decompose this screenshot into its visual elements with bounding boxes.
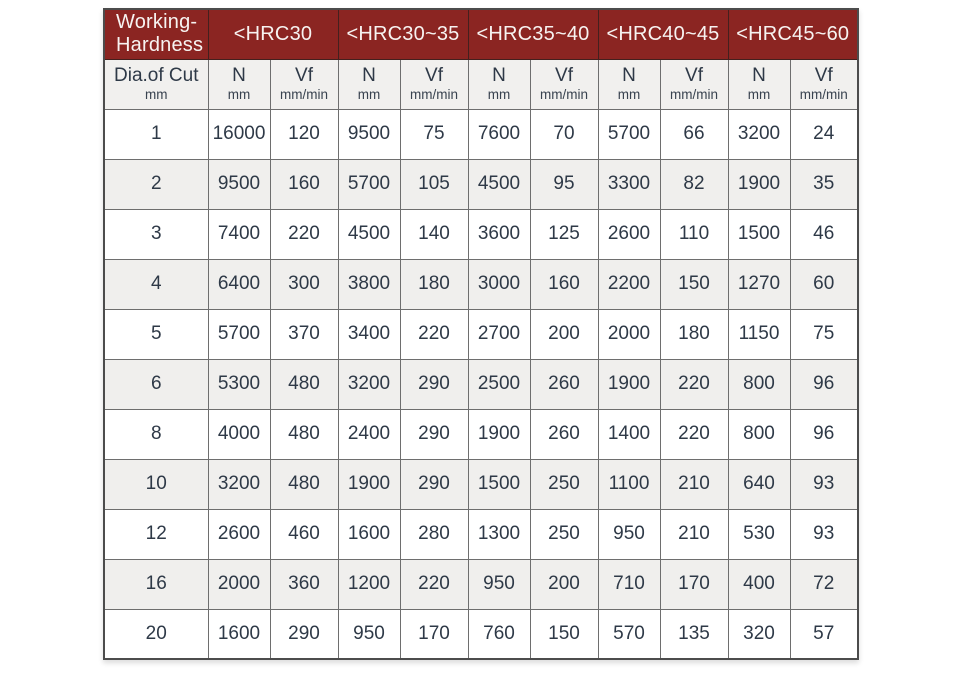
vf-value-cell: 220 (270, 209, 338, 259)
vf-value-cell: 290 (400, 459, 468, 509)
n-value-cell: 3600 (468, 209, 530, 259)
vf-value-cell: 210 (660, 459, 728, 509)
vf-value-cell: 70 (530, 109, 598, 159)
n-value-cell: 2500 (468, 359, 530, 409)
vf-value-cell: 300 (270, 259, 338, 309)
n-value-cell: 1900 (338, 459, 400, 509)
vf-value-cell: 290 (400, 409, 468, 459)
n-value-cell: 710 (598, 559, 660, 609)
dia-cell: 3 (104, 209, 208, 259)
n-value-cell: 1270 (728, 259, 790, 309)
working-hardness-line1: Working- (116, 10, 198, 33)
vf-value-cell: 180 (400, 259, 468, 309)
vf-value-cell: 93 (790, 459, 858, 509)
n-value-cell: 6400 (208, 259, 270, 309)
vf-value-cell: 120 (270, 109, 338, 159)
n-value-cell: 1900 (598, 359, 660, 409)
vf-value-cell: 96 (790, 359, 858, 409)
vf-value-cell: 60 (790, 259, 858, 309)
n-value-cell: 4000 (208, 409, 270, 459)
spindle-speed-header (338, 59, 400, 109)
table-row (104, 259, 858, 309)
working-hardness-line2: Hardness (116, 34, 204, 57)
spindle-speed-header-unit: mm (227, 86, 251, 102)
vf-value-cell: 170 (400, 609, 468, 659)
vf-value-cell: 370 (270, 309, 338, 359)
vf-value-cell: 150 (660, 259, 728, 309)
n-value-cell: 5700 (338, 159, 400, 209)
spindle-speed-header (468, 59, 530, 109)
spindle-speed-header (728, 59, 790, 109)
spindle-speed-header-unit: mm (747, 86, 771, 102)
n-value-cell: 2700 (468, 309, 530, 359)
n-value-cell: 2600 (598, 209, 660, 259)
n-value-cell: 7400 (208, 209, 270, 259)
vf-value-cell: 150 (530, 609, 598, 659)
vf-value-cell: 135 (660, 609, 728, 659)
dia-cell: 2 (104, 159, 208, 209)
table-row (104, 509, 858, 559)
n-value-cell: 2000 (208, 559, 270, 609)
vf-value-cell: 35 (790, 159, 858, 209)
feed-rate-header-unit: mm/min (540, 86, 588, 102)
feed-rate-header (660, 59, 728, 109)
n-value-cell: 1600 (208, 609, 270, 659)
dia-cell: 1 (104, 109, 208, 159)
vf-value-cell: 110 (660, 209, 728, 259)
group-header-hrc30: <HRC30 (208, 9, 338, 59)
n-value-cell: 5700 (598, 109, 660, 159)
vf-value-cell: 170 (660, 559, 728, 609)
dia-cell: 5 (104, 309, 208, 359)
n-value-cell: 2000 (598, 309, 660, 359)
dia-cell: 4 (104, 259, 208, 309)
table-body (104, 109, 858, 659)
table-row (104, 159, 858, 209)
group-header-hrc45-60: <HRC45~60 (728, 9, 858, 59)
n-value-cell: 2400 (338, 409, 400, 459)
n-value-cell: 1900 (728, 159, 790, 209)
feed-rate-header-label: Vf (685, 64, 703, 86)
vf-value-cell: 220 (660, 409, 728, 459)
vf-value-cell: 480 (270, 359, 338, 409)
feed-rate-header-unit: mm/min (280, 86, 328, 102)
vf-value-cell: 290 (400, 359, 468, 409)
group-header-hrc30-35: <HRC30~35 (338, 9, 468, 59)
vf-value-cell: 220 (400, 309, 468, 359)
feed-rate-header (270, 59, 338, 109)
n-value-cell: 3400 (338, 309, 400, 359)
n-value-cell: 1150 (728, 309, 790, 359)
feed-rate-header-label: Vf (814, 64, 833, 86)
hardness-header-row (104, 9, 858, 59)
n-value-cell: 800 (728, 359, 790, 409)
vf-value-cell: 360 (270, 559, 338, 609)
spindle-speed-header-unit: mm (617, 86, 641, 102)
group-header-hrc40-45: <HRC40~45 (598, 9, 728, 59)
table-row (104, 309, 858, 359)
n-value-cell: 5700 (208, 309, 270, 359)
spindle-speed-header-label: N (622, 64, 636, 86)
n-value-cell: 2600 (208, 509, 270, 559)
n-value-cell: 1900 (468, 409, 530, 459)
vf-value-cell: 46 (790, 209, 858, 259)
dia-cell: 12 (104, 509, 208, 559)
n-value-cell: 16000 (208, 109, 270, 159)
n-value-cell: 1100 (598, 459, 660, 509)
vf-value-cell: 160 (530, 259, 598, 309)
feed-rate-header-label: Vf (555, 64, 573, 86)
vf-value-cell: 75 (790, 309, 858, 359)
n-value-cell: 4500 (338, 209, 400, 259)
spindle-speed-header-label: N (232, 64, 246, 86)
n-value-cell: 3200 (728, 109, 790, 159)
n-value-cell: 9500 (208, 159, 270, 209)
cutting-parameters-table (103, 8, 859, 660)
n-value-cell: 3200 (338, 359, 400, 409)
table-row (104, 359, 858, 409)
group-header-hrc35-40: <HRC35~40 (468, 9, 598, 59)
vf-value-cell: 250 (530, 509, 598, 559)
feed-rate-header-unit: mm/min (410, 86, 458, 102)
feed-rate-header-label: Vf (425, 64, 443, 86)
feed-rate-header-unit: mm/min (799, 86, 848, 102)
n-value-cell: 4500 (468, 159, 530, 209)
n-value-cell: 570 (598, 609, 660, 659)
feed-rate-header (790, 59, 858, 109)
n-value-cell: 950 (598, 509, 660, 559)
vf-value-cell: 250 (530, 459, 598, 509)
vf-value-cell: 260 (530, 409, 598, 459)
spindle-speed-header-label: N (362, 64, 376, 86)
n-value-cell: 950 (338, 609, 400, 659)
dia-cell: 8 (104, 409, 208, 459)
n-value-cell: 800 (728, 409, 790, 459)
n-value-cell: 760 (468, 609, 530, 659)
vf-value-cell: 480 (270, 409, 338, 459)
spindle-speed-header-label: N (752, 64, 766, 86)
feed-rate-header (530, 59, 598, 109)
vf-value-cell: 290 (270, 609, 338, 659)
vf-value-cell: 220 (660, 359, 728, 409)
n-value-cell: 1400 (598, 409, 660, 459)
table-row (104, 459, 858, 509)
vf-value-cell: 125 (530, 209, 598, 259)
n-value-cell: 1500 (468, 459, 530, 509)
n-value-cell: 1600 (338, 509, 400, 559)
n-value-cell: 2200 (598, 259, 660, 309)
feed-rate-header (400, 59, 468, 109)
vf-value-cell: 95 (530, 159, 598, 209)
spindle-speed-header-unit: mm (487, 86, 511, 102)
n-value-cell: 3000 (468, 259, 530, 309)
spindle-speed-header-label: N (492, 64, 506, 86)
vf-value-cell: 180 (660, 309, 728, 359)
n-value-cell: 7600 (468, 109, 530, 159)
vf-value-cell: 57 (790, 609, 858, 659)
n-value-cell: 320 (728, 609, 790, 659)
spindle-speed-header (598, 59, 660, 109)
vf-value-cell: 200 (530, 559, 598, 609)
n-value-cell: 400 (728, 559, 790, 609)
vf-value-cell: 93 (790, 509, 858, 559)
n-value-cell: 640 (728, 459, 790, 509)
vf-value-cell: 66 (660, 109, 728, 159)
n-value-cell: 1200 (338, 559, 400, 609)
n-value-cell: 1500 (728, 209, 790, 259)
vf-value-cell: 72 (790, 559, 858, 609)
vf-value-cell: 480 (270, 459, 338, 509)
vf-value-cell: 75 (400, 109, 468, 159)
dia-of-cut-header (104, 59, 208, 109)
vf-value-cell: 280 (400, 509, 468, 559)
vf-value-cell: 140 (400, 209, 468, 259)
dia-of-cut-unit: mm (145, 86, 168, 102)
table-row (104, 409, 858, 459)
table-row (104, 109, 858, 159)
vf-value-cell: 160 (270, 159, 338, 209)
vf-value-cell: 96 (790, 409, 858, 459)
vf-value-cell: 220 (400, 559, 468, 609)
spindle-speed-header (208, 59, 270, 109)
dia-cell: 6 (104, 359, 208, 409)
n-value-cell: 9500 (338, 109, 400, 159)
vf-value-cell: 200 (530, 309, 598, 359)
n-value-cell: 5300 (208, 359, 270, 409)
vf-value-cell: 24 (790, 109, 858, 159)
vf-value-cell: 210 (660, 509, 728, 559)
unit-header-row (104, 59, 858, 109)
n-value-cell: 3800 (338, 259, 400, 309)
table-row (104, 559, 858, 609)
n-value-cell: 1300 (468, 509, 530, 559)
working-hardness-header (104, 9, 208, 59)
vf-value-cell: 82 (660, 159, 728, 209)
vf-value-cell: 260 (530, 359, 598, 409)
n-value-cell: 950 (468, 559, 530, 609)
feed-rate-header-label: Vf (295, 64, 313, 86)
n-value-cell: 3200 (208, 459, 270, 509)
vf-value-cell: 460 (270, 509, 338, 559)
dia-cell: 16 (104, 559, 208, 609)
dia-cell: 20 (104, 609, 208, 659)
feed-rate-header-unit: mm/min (670, 86, 718, 102)
n-value-cell: 3300 (598, 159, 660, 209)
table-container (103, 8, 859, 660)
table-row (104, 609, 858, 659)
vf-value-cell: 105 (400, 159, 468, 209)
dia-of-cut-label: Dia.of Cut (114, 64, 199, 86)
n-value-cell: 530 (728, 509, 790, 559)
dia-cell: 10 (104, 459, 208, 509)
spindle-speed-header-unit: mm (357, 86, 381, 102)
table-row (104, 209, 858, 259)
